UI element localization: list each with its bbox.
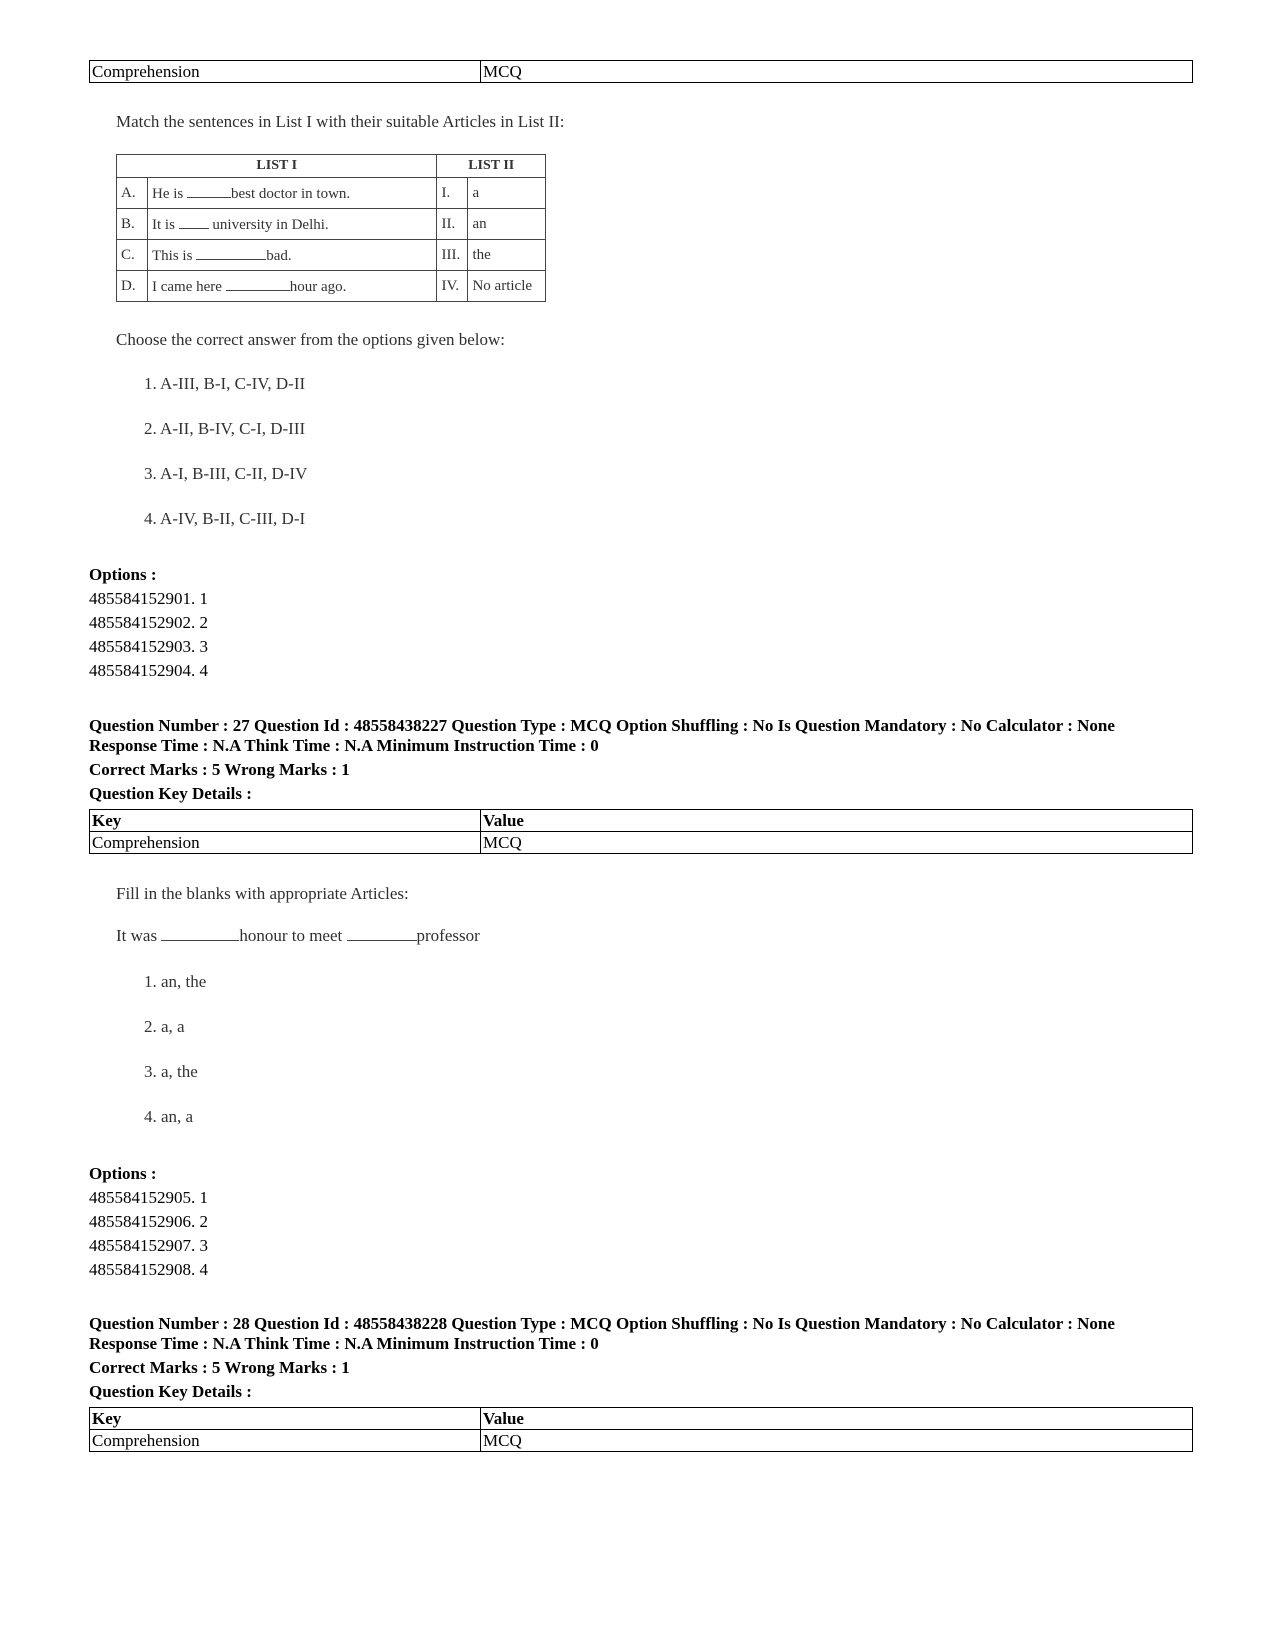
- row-article: the: [468, 240, 546, 271]
- key-header: Key: [90, 1408, 481, 1430]
- key-cell: Comprehension: [90, 61, 481, 83]
- answer-choice: 3. a, the: [144, 1062, 198, 1081]
- question-instruction: Match the sentences in List I with their suitable Articles in List II:: [116, 112, 565, 131]
- answer-choice: 4. A-IV, B-II, C-III, D-I: [144, 509, 306, 528]
- question-timing-line: Response Time : N.A Think Time : N.A Minimum Instruction Time : 0: [89, 1334, 599, 1353]
- question-header-line: Question Number : 27 Question Id : 48558438227 Question Type : MCQ Option Shuffling : No Is Question Mandatory : No Calculator : None: [89, 716, 1115, 735]
- question-key-table: [89, 1407, 1193, 1452]
- list-one-header: LIST I: [117, 155, 437, 178]
- question-image-27: [116, 880, 676, 1140]
- table-row: [90, 61, 1193, 83]
- options-label: Options :: [89, 565, 157, 584]
- value-cell: MCQ: [481, 61, 1193, 83]
- key-cell: Comprehension: [90, 832, 481, 854]
- question-instruction: Fill in the blanks with appropriate Articles:: [116, 884, 409, 903]
- answer-choice: 4. an, a: [144, 1107, 194, 1126]
- row-letter: B.: [117, 209, 148, 240]
- answer-choice: 2. a, a: [144, 1017, 185, 1036]
- value-cell: MCQ: [481, 832, 1193, 854]
- table-row: [117, 271, 546, 302]
- row-sentence: This is bad.: [148, 240, 437, 271]
- row-article: No article: [468, 271, 546, 302]
- marks-line: Correct Marks : 5 Wrong Marks : 1: [89, 1358, 350, 1377]
- marks-line: Correct Marks : 5 Wrong Marks : 1: [89, 760, 350, 779]
- row-roman: IV.: [437, 271, 468, 302]
- table-row: [117, 178, 546, 209]
- row-sentence: It is university in Delhi.: [148, 209, 437, 240]
- option-item: 485584152906. 2: [89, 1212, 208, 1231]
- option-item: 485584152902. 2: [89, 613, 208, 632]
- choose-instruction: Choose the correct answer from the options given below:: [116, 330, 506, 349]
- top-key-table: [89, 60, 1193, 83]
- key-header: Key: [90, 810, 481, 832]
- key-cell: Comprehension: [90, 1430, 481, 1452]
- list-two-header: LIST II: [437, 155, 546, 178]
- table-row: [90, 1430, 1193, 1452]
- row-sentence: He is best doctor in town.: [148, 178, 437, 209]
- options-label: Options :: [89, 1164, 157, 1183]
- row-letter: A.: [117, 178, 148, 209]
- option-item: 485584152901. 1: [89, 589, 208, 608]
- row-article: an: [468, 209, 546, 240]
- option-item: 485584152903. 3: [89, 637, 208, 656]
- row-roman: III.: [437, 240, 468, 271]
- question-header-line: Question Number : 28 Question Id : 48558438228 Question Type : MCQ Option Shuffling : No Is Question Mandatory : No Calculator : None: [89, 1314, 1115, 1333]
- table-row: [117, 240, 546, 271]
- question-image-26: [116, 108, 676, 538]
- match-table: [116, 154, 546, 302]
- question-key-table: [89, 809, 1193, 854]
- answer-choice: 1. A-III, B-I, C-IV, D-II: [144, 374, 306, 393]
- answer-choice: 2. A-II, B-IV, C-I, D-III: [144, 419, 306, 438]
- row-roman: II.: [437, 209, 468, 240]
- row-letter: C.: [117, 240, 148, 271]
- row-sentence: I came here hour ago.: [148, 271, 437, 302]
- fill-sentence: It was honour to meet professor: [116, 926, 480, 945]
- value-cell: MCQ: [481, 1430, 1193, 1452]
- answer-choice: 3. A-I, B-III, C-II, D-IV: [144, 464, 308, 483]
- option-item: 485584152907. 3: [89, 1236, 208, 1255]
- row-letter: D.: [117, 271, 148, 302]
- table-header-row: [90, 1408, 1193, 1430]
- table-header-row: [90, 810, 1193, 832]
- value-header: Value: [481, 810, 1193, 832]
- table-row: [90, 832, 1193, 854]
- table-row: [117, 209, 546, 240]
- option-item: 485584152905. 1: [89, 1188, 208, 1207]
- row-article: a: [468, 178, 546, 209]
- value-header: Value: [481, 1408, 1193, 1430]
- option-item: 485584152904. 4: [89, 661, 208, 680]
- key-details-label: Question Key Details :: [89, 784, 252, 803]
- row-roman: I.: [437, 178, 468, 209]
- answer-choice: 1. an, the: [144, 972, 207, 991]
- key-details-label: Question Key Details :: [89, 1382, 252, 1401]
- option-item: 485584152908. 4: [89, 1260, 208, 1279]
- question-timing-line: Response Time : N.A Think Time : N.A Minimum Instruction Time : 0: [89, 736, 599, 755]
- table-header-row: [117, 155, 546, 178]
